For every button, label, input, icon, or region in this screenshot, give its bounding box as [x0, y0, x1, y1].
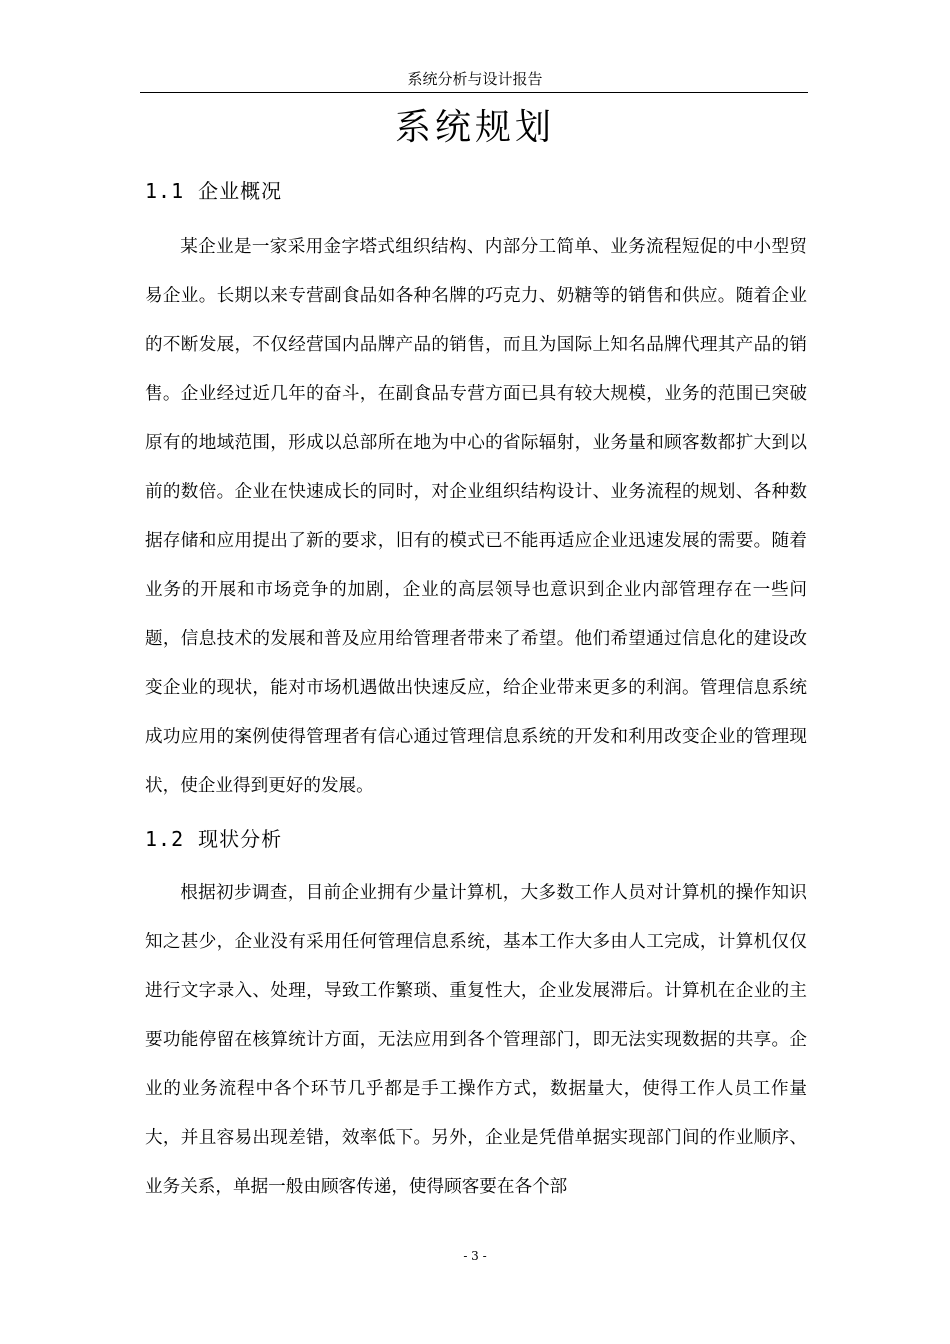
- header-divider: [140, 92, 808, 93]
- section-title: 企业概况: [198, 179, 283, 203]
- page-number: - 3 -: [463, 1249, 487, 1263]
- section-title: 现状分析: [198, 827, 283, 851]
- section-number: 1.1: [145, 179, 185, 203]
- section-heading-1-2: [145, 825, 282, 853]
- section-heading-1-1: [145, 177, 282, 205]
- running-header: 系统分析与设计报告: [407, 70, 543, 88]
- body-paragraph-status-analysis: 根据初步调查，目前企业拥有少量计算机，大多数工作人员对计算机的操作知识知之甚少，企业没有采用任何管理信息系统，基本工作大多由人工完成，计算机仅仅进行文字录入、处理，导致工作繁琐、重复性大，企业发展滞后。计算机在企业的主要功能停留在核算统计方面，无法应用到各个管理部门，即无法实现数据的共享。企业的业务流程中各个环节几乎都是手工操作方式，数据量大，使得工作人员工作量大，并且容易出现差错，效率低下。另外，企业是凭借单据实现部门间的作业顺序、业务关系，单据一般由顾客传递，使得顾客要在各个部: [145, 883, 807, 1197]
- body-paragraph-company-overview: 某企业是一家采用金字塔式组织结构、内部分工简单、业务流程短促的中小型贸易企业。长期以来专营副食品如各种名牌的巧克力、奶糖等的销售和供应。随着企业的不断发展，不仅经营国内品牌产品的销售，而且为国际上知名品牌代理其产品的销售。企业经过近几年的奋斗，在副食品专营方面已具有较大规模，业务的范围已突破原有的地域范围，形成以总部所在地为中心的省际辐射，业务量和顾客数都扩大到以前的数倍。企业在快速成长的同时，对企业组织结构设计、业务流程的规划、各种数据存储和应用提出了新的要求，旧有的模式已不能再适应企业迅速发展的需要。随着业务的开展和市场竞争的加剧，企业的高层领导也意识到企业内部管理存在一些问题，信息技术的发展和普及应用给管理者带来了希望。他们希望通过信息化的建设改变企业的现状，能对市场机遇做出快速反应，给企业带来更多的利润。管理信息系统成功应用的案例使得管理者有信心通过管理信息系统的开发和利用改变企业的管理现状，使企业得到更好的发展。: [145, 237, 807, 796]
- chapter-title: 系统规划: [394, 107, 555, 148]
- section-number: 1.2: [145, 827, 185, 851]
